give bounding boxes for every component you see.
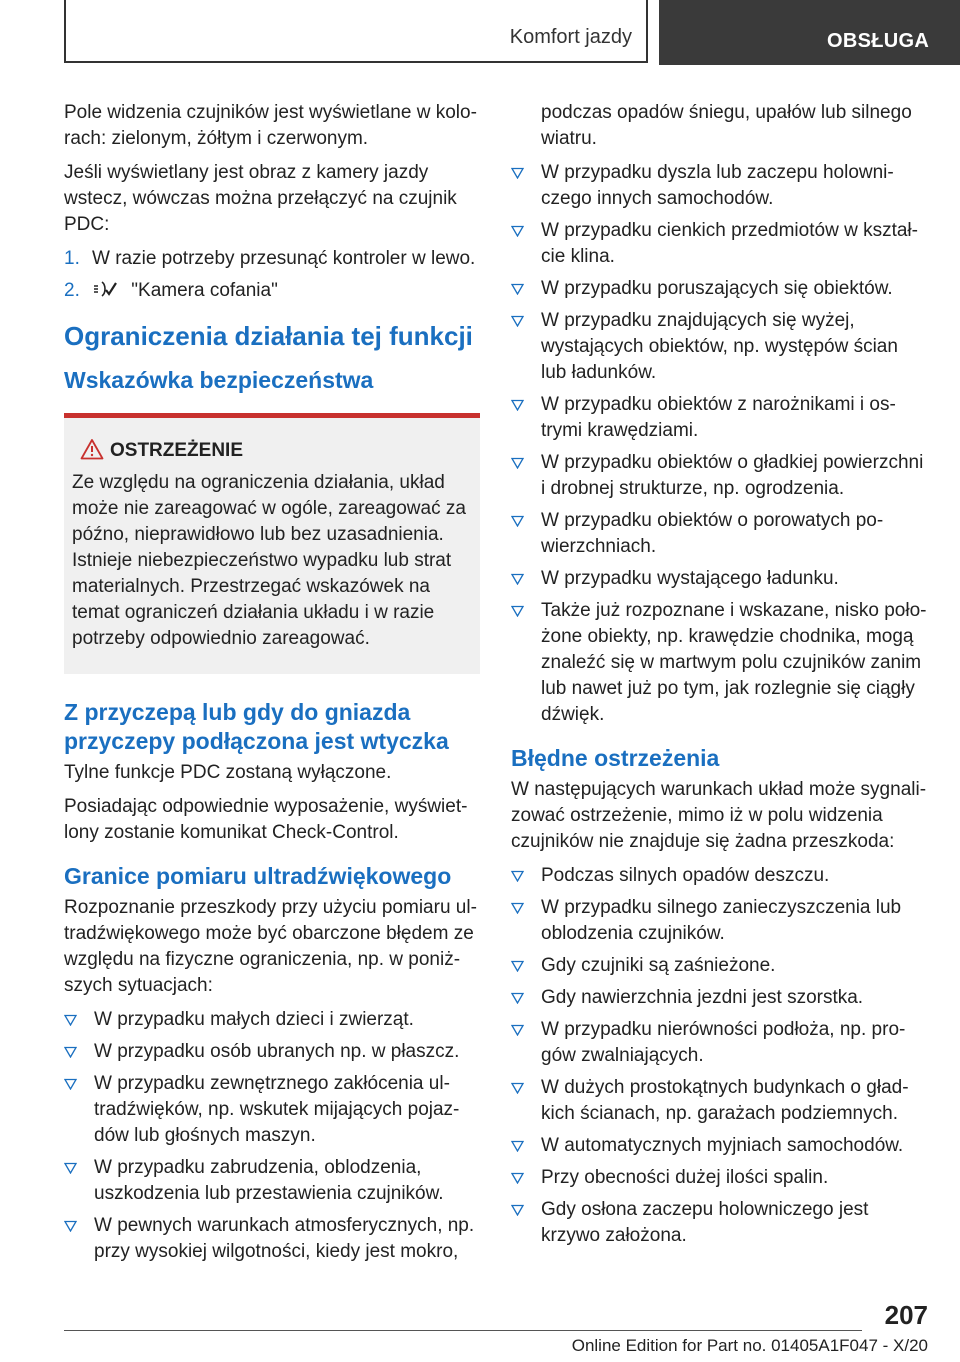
step-item [64,246,480,272]
left-column [64,100,480,1271]
list-item-text: W przypadku znajdujących się wyżej, wystających obiektów, np. występów ścian lub ładunków. [541,310,898,383]
list-item-text: W przypadku zabrudzenia, oblodzenia, uszkodzenia lub przestawienia czujników. [94,1157,444,1204]
list-item [511,1017,927,1069]
list-item-text: W przypadku zewnętrznego zakłócenia ultradźwięków, np. wskutek mijających pojazdów lub głośnych maszyn. [94,1073,460,1146]
paragraph-trailer-pdc-off: Tylne funkcje PDC zostaną wyłączone. [64,762,392,783]
bullet-triangle-icon [511,457,524,469]
list-item [64,1039,480,1065]
list-item [511,160,927,212]
list-item-text: W przypadku obiektów z narożnikami i ostrymi krawędziami. [541,394,896,441]
list-item [511,985,927,1011]
paragraph-continuation: podczas opadów śniegu, upałów lub silnego wiatru. [541,102,912,149]
bullet-triangle-icon [511,870,524,882]
list-item [511,450,927,502]
list-item [511,1165,927,1191]
list-item-text: W przypadku nierówności podłoża, np. progów zwalniających. [541,1019,906,1066]
list-item-text: W przypadku małych dzieci i zwierząt. [94,1009,414,1030]
list-item [511,895,927,947]
footer-edition: Online Edition for Part no. 01405A1F047 - X/20 [571,1336,928,1355]
list-item [511,863,927,889]
list-item-text: Przy obecności dużej ilości spalin. [541,1167,829,1188]
bullet-triangle-icon [511,1204,524,1216]
step-item [64,278,480,304]
bullet-triangle-icon [511,1082,524,1094]
list-item [511,508,927,560]
list-item-text: W przypadku osób ubranych np. w płaszcz. [94,1041,460,1062]
list-item [511,1197,927,1249]
bullet-triangle-icon [511,315,524,327]
section-title: Komfort jazdy [509,26,632,48]
list-item-text: W przypadku dyszla lub zaczepu holowniczego innych samochodów. [541,162,894,209]
bullet-triangle-icon [511,960,524,972]
heading-ultrasound-limits: Granice pomiaru ultradźwiękowego [64,863,452,889]
bullet-list-ultrasound [64,1007,480,1265]
paragraph-ultrasound: Rozpoznanie przeszkody przy użyciu pomiaru ultradźwiękowego może być obarczone błędem ze względu na fizyczne ograniczenia, np. w poniższych sytuacjach: [64,897,477,996]
bullet-triangle-icon [64,1046,77,1058]
list-item-text: W dużych prostokątnych budynkach o gładkich ścianach, np. garażach podziemnych. [541,1077,909,1124]
bullet-triangle-icon [511,1024,524,1036]
list-item-text: W przypadku wystającego ładunku. [541,568,839,589]
bullet-triangle-icon [511,1172,524,1184]
bullet-triangle-icon [511,992,524,1004]
bullet-triangle-icon [64,1078,77,1090]
paragraph-false-warnings: W następujących warunkach układ może sygnalizować ostrzeżenie, mimo iż w polu widzenia czujników nie znajduje się żadna przeszkoda: [511,779,927,852]
list-item-text: Gdy nawierzchnia jezdni jest szorstka. [541,987,864,1008]
list-item [511,1075,927,1127]
bullet-triangle-icon [511,1140,524,1152]
list-item [64,1213,480,1265]
list-item [511,218,927,270]
bullet-triangle-icon [511,283,524,295]
list-item [64,1155,480,1207]
list-item [64,1071,480,1149]
section-header-box [64,0,648,63]
list-item-text: W automatycznych myjniach samochodów. [541,1135,904,1156]
bullet-triangle-icon [511,167,524,179]
paragraph-trailer-checkcontrol: Posiadając odpowiednie wyposażenie, wyświetlony zostanie komunikat Check-Control. [64,796,468,843]
list-item [511,308,927,386]
step-text: W razie potrzeby przesunąć kontroler w lewo. [92,248,476,269]
list-item [64,1007,480,1033]
warning-text: Ze względu na ograniczenia działania, układ może nie zareagować w ogóle, zareagować za późno, nieprawidłowo lub bez uzasadnienia. Istnieje niebezpieczeństwo wypadku lub strat materialnych. Przestrzegać wskazówek na temat ograniczeń działania układu i w razie potrzeby odpowiednio zareagować. [72,472,466,649]
list-item [511,566,927,592]
bullet-list-ultrasound-cont [511,160,927,728]
bullet-triangle-icon [511,605,524,617]
warning-title: OSTRZEŻENIE [110,440,244,461]
list-item-text: Podczas silnych opadów deszczu. [541,865,830,886]
step-list [64,246,480,304]
rear-camera-icon [92,279,118,299]
bullet-triangle-icon [511,573,524,585]
bullet-triangle-icon [511,902,524,914]
list-item-text: W pewnych warunkach atmosferycznych, np. przy wysokiej wilgotności, kiedy jest mokro, [94,1215,475,1262]
step-text: "Kamera cofania" [131,280,278,301]
list-item [511,953,927,979]
heading-trailer: Z przyczepą lub gdy do gniazda przyczepy podłączona jest wtyczka [64,699,449,754]
bullet-triangle-icon [64,1162,77,1174]
bullet-list-false-warnings [511,863,927,1249]
page-header [0,0,960,66]
paragraph-camera-switch: Jeśli wyświetlany jest obraz z kamery jazdy wstecz, wówczas można przełączyć na czujnik PDC: [64,162,457,235]
bullet-triangle-icon [511,399,524,411]
warning-triangle-icon [80,438,104,460]
list-item-text: W przypadku obiektów o porowatych powierzchniach. [541,510,884,557]
paragraph-sensor-colors: Pole widzenia czujników jest wyświetlane w kolorach: zielonym, żółtym i czerwonym. [64,102,477,149]
heading-limitations: Ograniczenia działania tej funkcji [64,321,473,351]
list-item [511,276,927,302]
list-item [511,598,927,728]
warning-box [64,413,480,674]
chapter-tab: OBSŁUGA [659,0,960,65]
list-item-text: Gdy osłona zaczepu holowniczego jest krzywo założona. [541,1199,869,1246]
list-item-text: Gdy czujniki są zaśnieżone. [541,955,776,976]
step-number: 2. [64,280,80,301]
heading-false-warnings: Błędne ostrzeżenia [511,745,720,771]
list-item-text: W przypadku silnego zanieczyszczenia lub oblodzenia czujników. [541,897,902,944]
list-item [511,1133,927,1159]
bullet-triangle-icon [64,1014,77,1026]
bullet-triangle-icon [64,1220,77,1232]
bullet-triangle-icon [511,515,524,527]
list-item [511,392,927,444]
list-item-text: W przypadku obiektów o gładkiej powierzchni i drobnej strukturze, np. ogrodzenia. [541,452,924,499]
list-item-text: W przypadku cienkich przedmiotów w kształcie klina. [541,220,918,267]
heading-safety-note: Wskazówka bezpieczeństwa [64,367,374,393]
page-number: 207 [884,1300,928,1330]
footer-divider [64,1330,862,1331]
list-item-text: W przypadku poruszających się obiektów. [541,278,893,299]
right-column [511,100,927,1255]
list-item-text: Także już rozpoznane i wskazane, nisko położone obiekty, np. krawędzie chodnika, mogą znaleźć się w martwym polu czujników zanim lub nawet już po tym, jak rozlegnie się ciągły dźwięk. [541,600,927,725]
warning-header [72,438,472,464]
bullet-triangle-icon [511,225,524,237]
step-number: 1. [64,248,80,269]
